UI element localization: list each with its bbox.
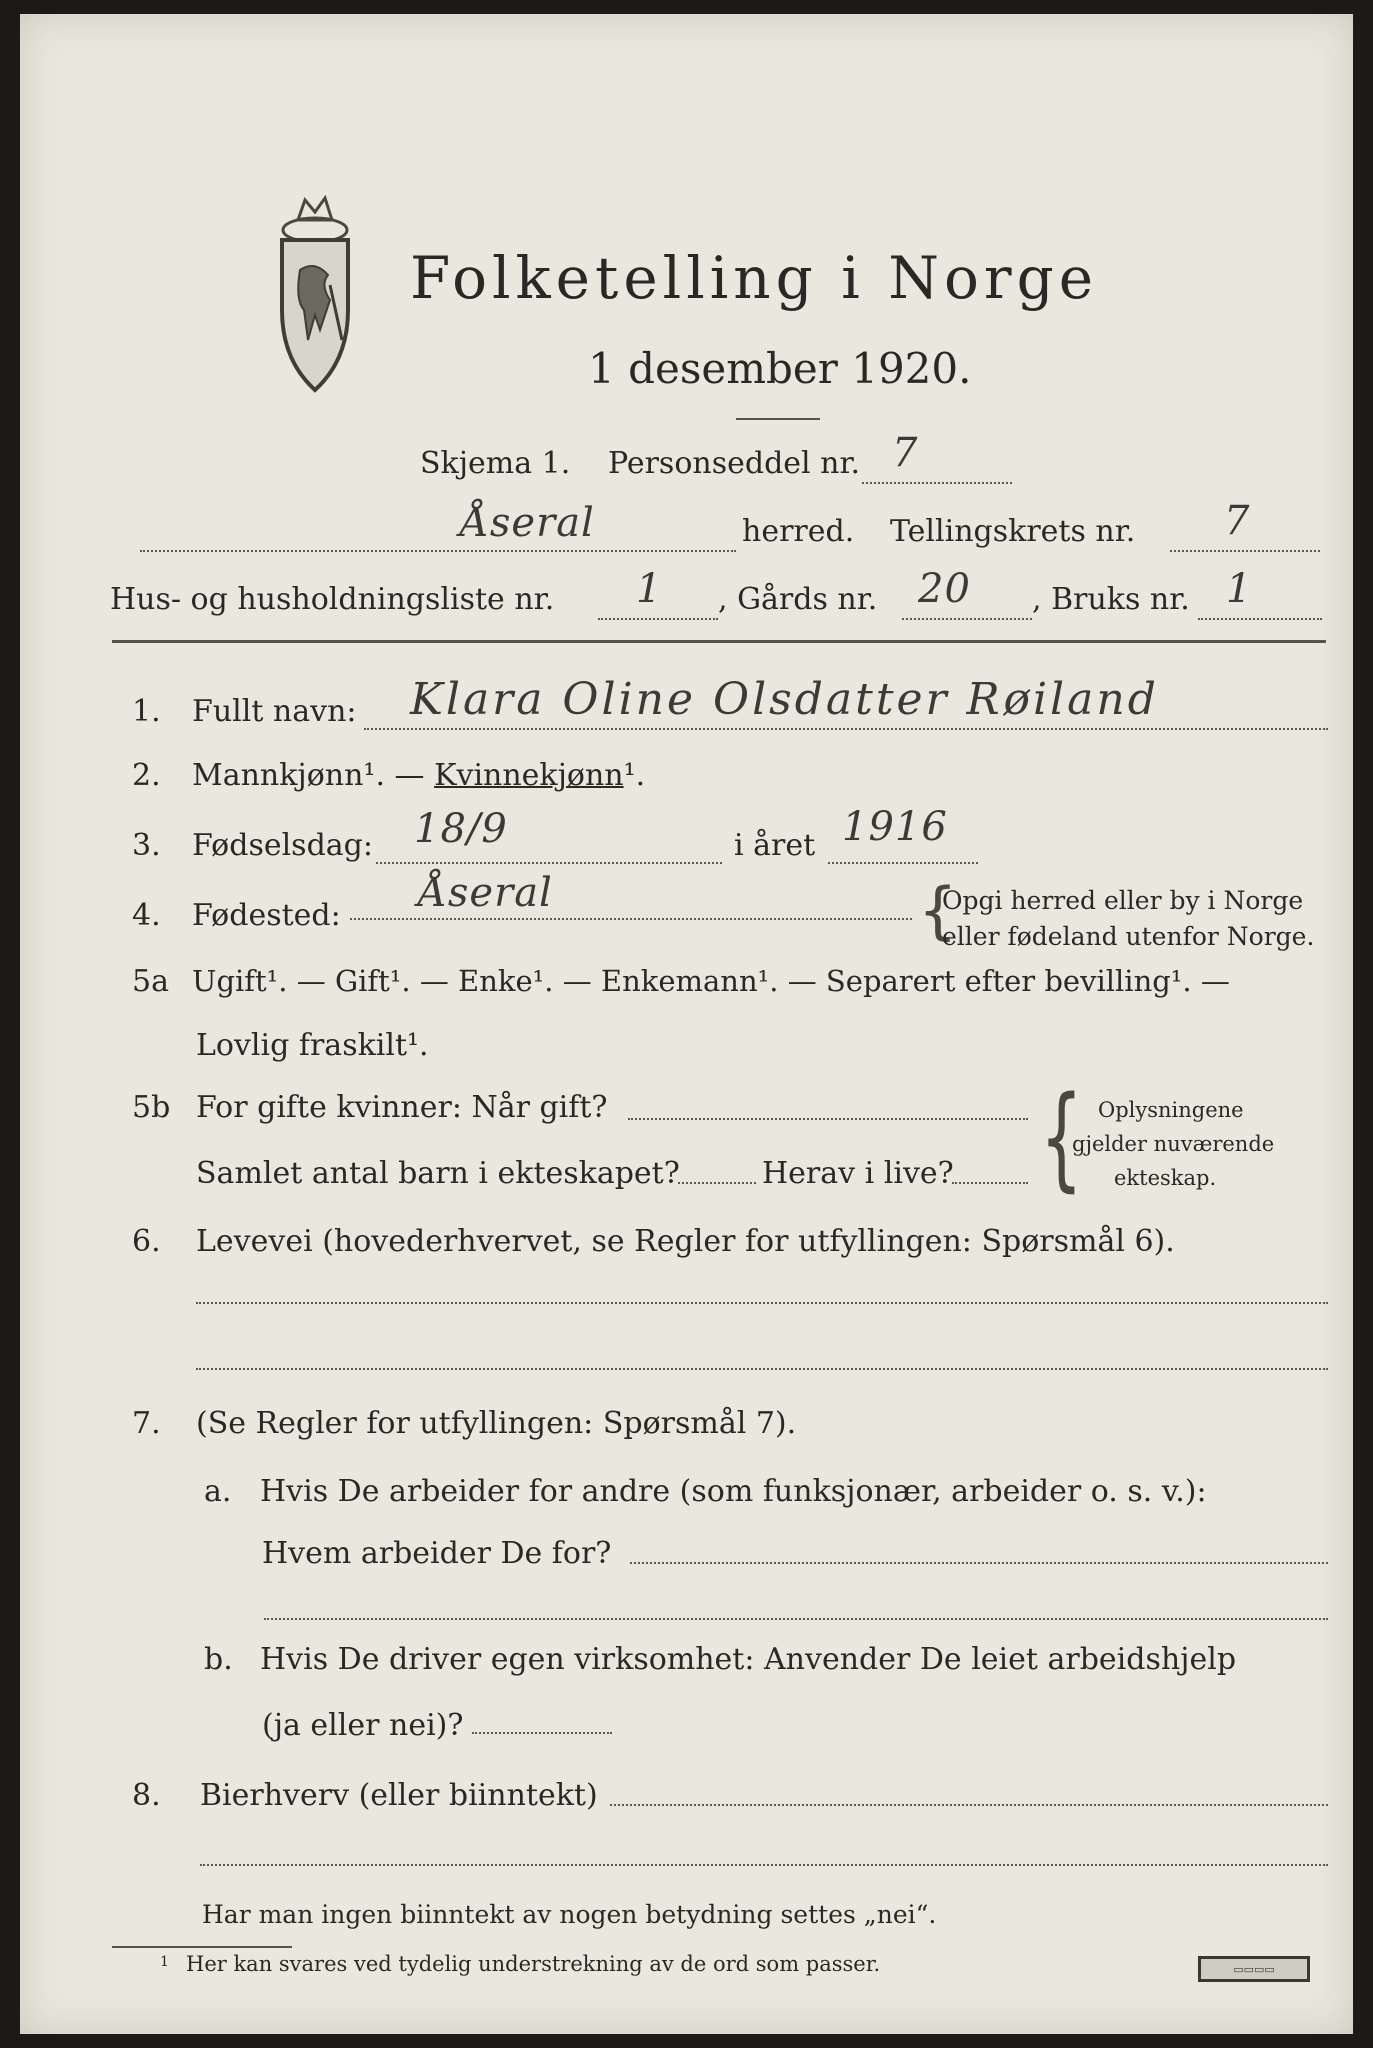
- q6-field-line-2: [196, 1368, 1328, 1370]
- herred-value[interactable]: Åseral: [460, 500, 595, 546]
- q7b-letter: b.: [204, 1642, 233, 1677]
- gards-field-line: [902, 618, 1032, 620]
- tellingskrets-label: Tellingskrets nr.: [890, 514, 1136, 549]
- herred-label: herred.: [742, 514, 855, 549]
- q1-field-line: [364, 728, 1328, 730]
- q5b-note-brace: {: [1040, 1073, 1083, 1203]
- q5b-number: 5b: [132, 1090, 171, 1125]
- norway-coat-of-arms-icon: [260, 190, 370, 410]
- personseddel-field-line: [862, 482, 1012, 484]
- q4-note-line-1: Opgi herred eller by i Norge: [942, 886, 1304, 915]
- q1-number: 1.: [132, 694, 161, 729]
- q7a-employer-field-line: [630, 1562, 1328, 1564]
- bruks-field-line: [1198, 618, 1322, 620]
- q4-number: 4.: [132, 898, 161, 933]
- census-date: 1 desember 1920.: [588, 344, 972, 393]
- footnote-mark: 1: [160, 1954, 169, 1970]
- q7a-label: Hvis De arbeider for andre (som funksjonær, arbeider o. s. v.):: [260, 1474, 1207, 1509]
- tellingskrets-field-line: [1170, 550, 1320, 552]
- biinntekt-note: Har man ingen biinntekt av nogen betydning settes „nei“.: [202, 1900, 937, 1929]
- footnote-text: Her kan svares ved tydelig understrekning av de ord som passer.: [186, 1952, 881, 1976]
- header-divider: [112, 640, 1326, 643]
- hus-label: Hus- og husholdningsliste nr.: [110, 582, 555, 617]
- q4-field-line: [350, 918, 912, 920]
- hus-value[interactable]: 1: [636, 566, 663, 612]
- q6-number: 6.: [132, 1224, 161, 1259]
- q2-number: 2.: [132, 758, 161, 793]
- bruks-value[interactable]: 1: [1226, 566, 1253, 612]
- hus-field-line: [598, 618, 718, 620]
- q7-number: 7.: [132, 1406, 161, 1441]
- q1-full-name-value[interactable]: Klara Oline Olsdatter Røiland: [410, 674, 1159, 725]
- personseddel-value[interactable]: 7: [892, 430, 919, 476]
- q5b-alive-label: Herav i live?: [762, 1156, 954, 1191]
- q5b-alive-field-line: [952, 1182, 1028, 1184]
- q3-day-field-line: [376, 862, 722, 864]
- q6-field-line-1: [196, 1302, 1328, 1304]
- q6-label: Levevei (hovederhvervet, se Regler for utfyllingen: Spørsmål 6).: [196, 1224, 1175, 1259]
- q2-selected-kvinnekjonn[interactable]: Kvinnekjønn: [434, 758, 624, 793]
- herred-field-line: [140, 550, 736, 552]
- q5b-note-line-3: ekteskap.: [1114, 1166, 1217, 1190]
- q7a-employer-label: Hvem arbeider De for?: [262, 1536, 612, 1571]
- q8-number: 8.: [132, 1778, 161, 1813]
- q4-note-brace: {: [918, 874, 958, 947]
- q5a-marital-options: Ugift¹. — Gift¹. — Enke¹. — Enkemann¹. — Separert efter bevilling¹. —: [192, 964, 1230, 998]
- q3-birthday-value[interactable]: 18/9: [414, 806, 508, 852]
- q4-label: Fødested:: [192, 898, 341, 933]
- q2-sex-options: Mannkjønn¹. — Kvinnekjønn¹.: [192, 758, 646, 793]
- q7b-help-field-line: [472, 1732, 612, 1734]
- q3-label: Fødselsdag:: [192, 828, 373, 863]
- q5b-children-field-line: [678, 1182, 756, 1184]
- census-form: [20, 14, 1353, 2034]
- q3-year-label: i året: [734, 828, 816, 863]
- q5b-children-label: Samlet antal barn i ekteskapet?: [196, 1156, 680, 1191]
- q7a-employer-field-line-2: [264, 1618, 1328, 1620]
- q3-number: 3.: [132, 828, 161, 863]
- printer-stamp-icon: ▭▭▭▭: [1198, 1956, 1310, 1982]
- gards-value[interactable]: 20: [918, 566, 971, 612]
- q1-label: Fullt navn:: [192, 694, 357, 729]
- q4-note-line-2: eller fødeland utenfor Norge.: [942, 922, 1315, 951]
- q5b-married-field-line: [628, 1118, 1028, 1120]
- q3-year-field-line: [828, 862, 978, 864]
- personseddel-label: Personseddel nr.: [608, 446, 861, 481]
- q7a-letter: a.: [204, 1474, 232, 1509]
- q8-label: Bierhverv (eller biinntekt): [200, 1778, 598, 1813]
- gards-label: , Gårds nr.: [718, 582, 878, 617]
- q7b-label: Hvis De driver egen virksomhet: Anvender De leiet arbeidshjelp: [260, 1642, 1237, 1677]
- bruks-label: , Bruks nr.: [1032, 582, 1190, 617]
- q5b-note-line-1: Oplysningene: [1098, 1098, 1244, 1122]
- q7b-help-label: (ja eller nei)?: [262, 1708, 464, 1743]
- q8-field-line-2: [200, 1864, 1328, 1866]
- tellingskrets-value[interactable]: 7: [1224, 498, 1251, 544]
- q3-year-value[interactable]: 1916: [842, 804, 948, 850]
- q5a-marital-options-2: Lovlig fraskilt¹.: [196, 1028, 429, 1063]
- q5b-married-label: For gifte kvinner: Når gift?: [196, 1090, 608, 1125]
- q5b-note-line-2: gjelder nuværende: [1072, 1132, 1275, 1156]
- title-divider: [736, 418, 820, 420]
- skjema-label: Skjema 1.: [420, 446, 571, 481]
- q4-birthplace-value[interactable]: Åseral: [418, 870, 553, 916]
- form-title: Folketelling i Norge: [410, 244, 1099, 312]
- q7-label: (Se Regler for utfyllingen: Spørsmål 7).: [196, 1406, 797, 1441]
- q5a-number: 5a: [132, 964, 169, 999]
- q8-field-line: [610, 1804, 1328, 1806]
- footnote-divider: [112, 1946, 292, 1948]
